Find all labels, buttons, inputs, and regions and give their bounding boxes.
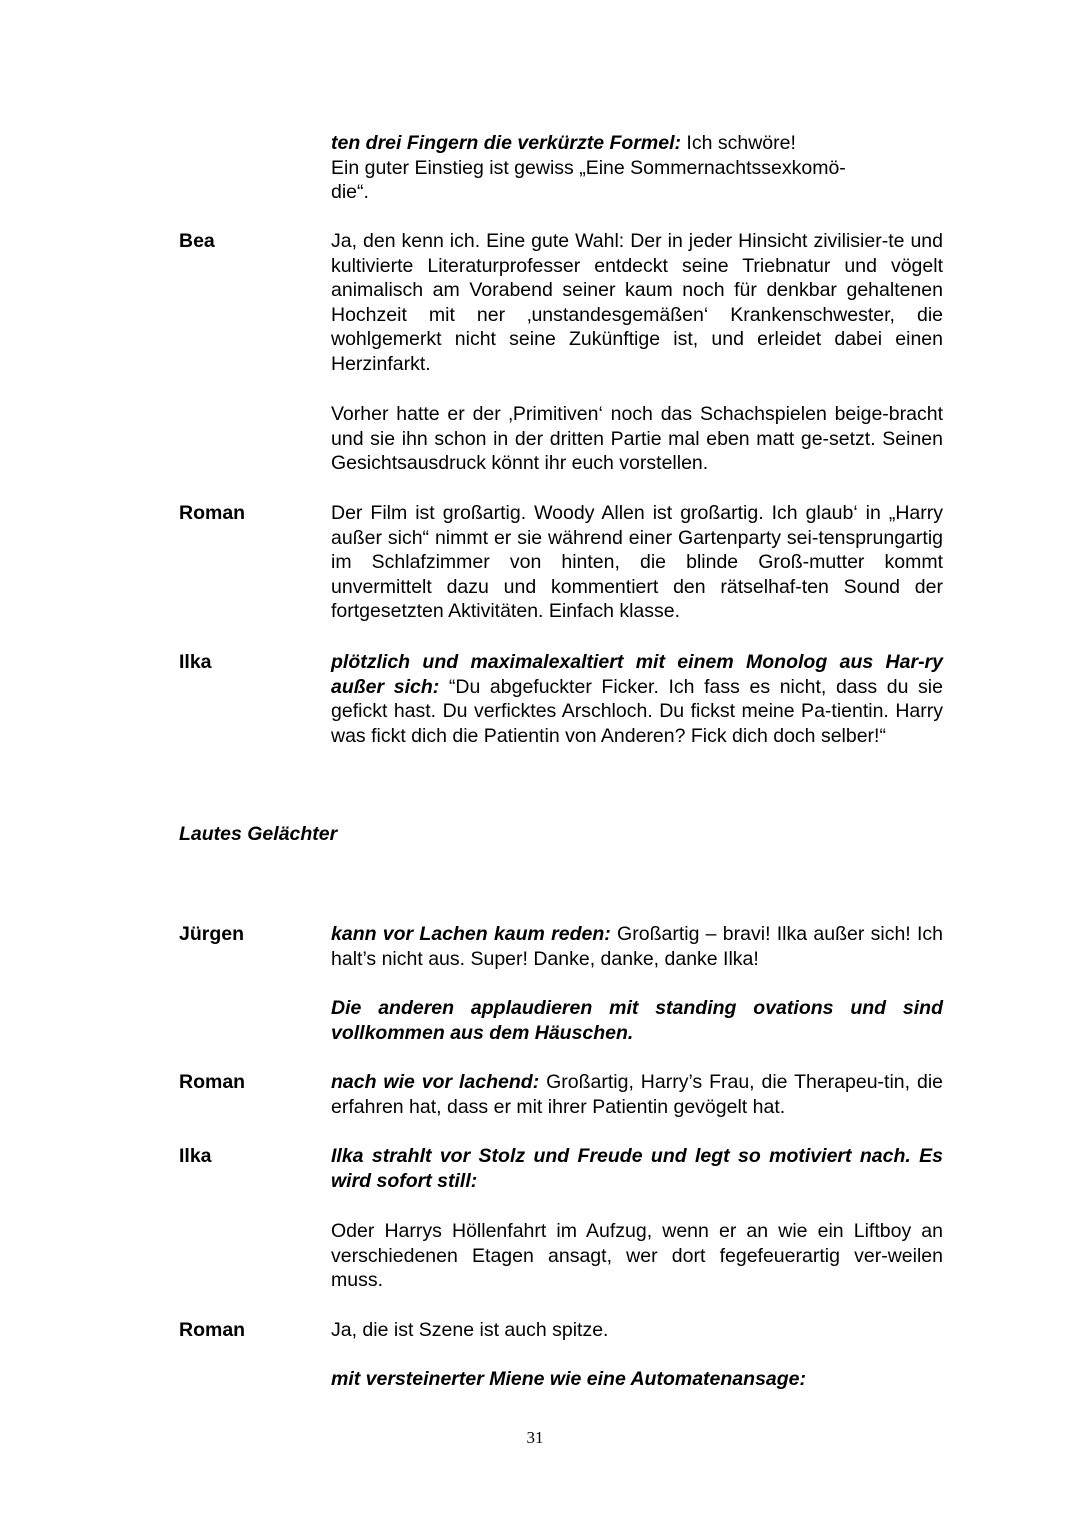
speaker-name: Ilka — [179, 651, 212, 673]
dialogue-block — [331, 922, 943, 971]
dialogue-text: Oder Harrys Höllenfahrt im Aufzug, wenn er an wie ein Liftboy an verschiedenen Etagen ansagt, wer dort fegefeuerartig ver-weilen muss. — [331, 1220, 943, 1292]
stage-direction: Die anderen applaudieren mit standing ovations und sind vollkommen aus dem Häuschen. — [331, 997, 943, 1044]
speaker-name: Jürgen — [179, 923, 245, 945]
stage-direction: ten drei Fingern die verkürzte Formel: — [331, 132, 681, 154]
stage-direction: plötzlich und maximalexaltiert mit einem Monolog aus Har-ry außer sich: — [331, 651, 943, 698]
speaker-name: Bea — [179, 230, 215, 252]
speaker-name: Roman — [179, 1319, 246, 1341]
dialogue-text: Großartig, Harry’s Frau, die Therapeu-tin, die erfahren hat, dass er mit ihrer Patientin gevögelt hat. — [331, 1071, 943, 1118]
dialogue-text: Der Film ist großartig. Woody Allen ist großartig. Ich glaub‘ in „Harry außer sich“ nimmt er sie während einer Gartenparty sei-tensprungartig im Schlafzimmer von hinten, die blinde Groß-mutter kommt unvermittelt dazu und kommentiert den rätselhaf-ten Sound der fortgesetzten Aktivitäten. Einfach klasse. — [331, 502, 943, 623]
dialogue-text: Vorher hatte er der ‚Primitiven‘ noch das Schachspielen beige-bracht und sie ihn schon in der dritten Partie mal eben matt ge-setzt. Seinen Gesichtsausdruck könnt ihr euch vorstellen. — [331, 403, 943, 475]
dialogue-block — [331, 650, 943, 748]
dialogue-text: Ja, die ist Szene ist auch spitze. — [331, 1319, 609, 1341]
stage-direction: kann vor Lachen kaum reden: — [331, 923, 611, 945]
dialogue-text: Ein guter Einstieg ist gewiss „Eine Sommernachtssexkomö- — [331, 156, 846, 179]
dialogue-text: “Du abgefuckter Ficker. Ich fass es nicht, dass du sie gefickt hast. Du verficktes Arschloch. Du fickst meine Pa-tientin. Harry was fickt dich die Patientin von Anderen? Fick dich doch selber!“ — [331, 675, 943, 747]
dialogue-text: die“. — [331, 181, 369, 204]
speaker-name: Roman — [179, 1071, 246, 1093]
stage-direction: nach wie vor lachend: — [331, 1071, 540, 1093]
speaker-name: Ilka — [179, 1145, 212, 1167]
dialogue-continuation — [331, 131, 943, 205]
dialogue-text: Ich schwöre! — [681, 132, 796, 154]
stage-direction: Lautes Gelächter — [179, 823, 338, 845]
stage-direction: mit versteinerter Miene wie eine Automatenansage: — [331, 1368, 807, 1390]
dialogue-text: Großartig – bravi! Ilka außer sich! Ich halt’s nicht aus. Super! Danke, danke, danke Ilka! — [331, 923, 943, 970]
dialogue-text: Ja, den kenn ich. Eine gute Wahl: Der in jeder Hinsicht zivilisier-te und kultivierte Literaturprofesser entdeckt seine Triebnatur und vögelt animalisch am Vorabend seiner kaum noch für denkbar gehaltenen Hochzeit mit ner ‚unstandesgemäßen‘ Krankenschwester, die wohlgemerkt nicht seine Zukünftige ist, und erleidet dabei einen Herzinfarkt. — [331, 230, 943, 375]
speaker-name: Roman — [179, 502, 246, 524]
page-number: 31 — [526, 1428, 544, 1447]
dialogue-block — [331, 1070, 943, 1119]
stage-direction: Ilka strahlt vor Stolz und Freude und legt so motiviert nach. Es wird sofort still: — [331, 1145, 943, 1192]
